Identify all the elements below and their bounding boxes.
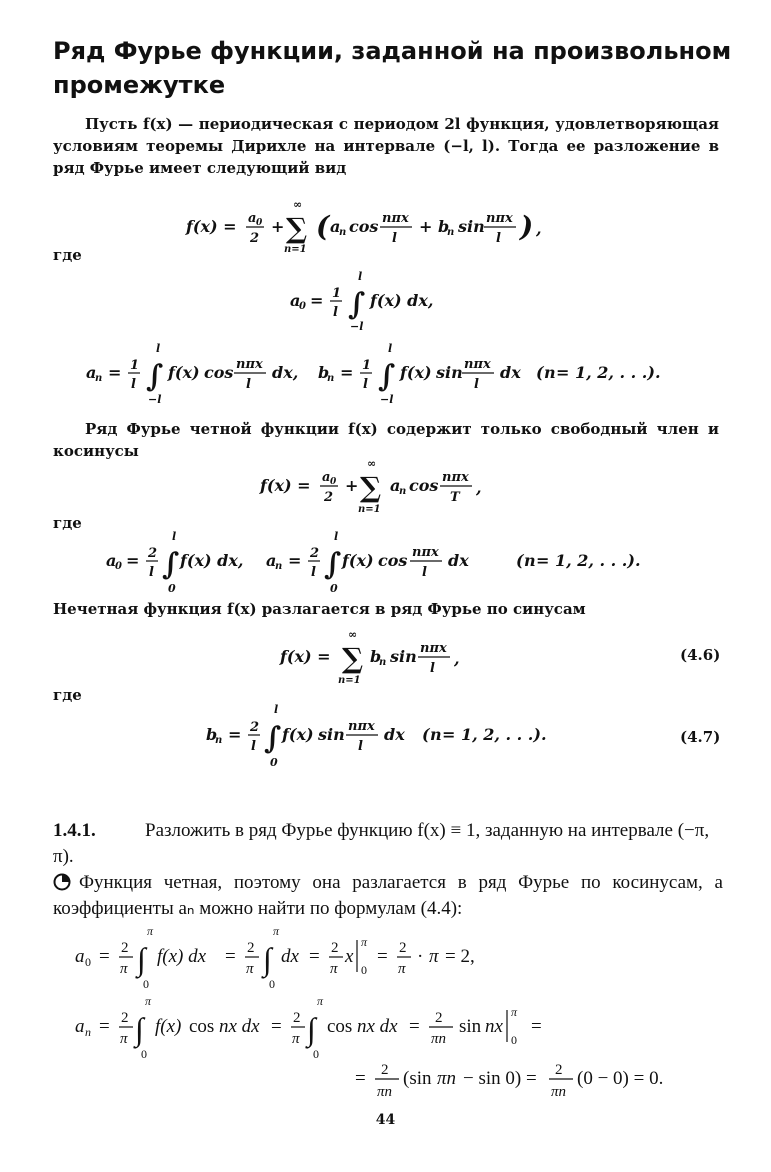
svg-text:∫: ∫	[146, 359, 164, 394]
formula-series-graphic	[176, 196, 596, 256]
svg-text:2: 2	[293, 1010, 301, 1026]
svg-text:∞: ∞	[367, 457, 377, 470]
svg-text:f(x): f(x)	[342, 551, 374, 570]
svg-text:l: l	[430, 661, 435, 676]
svg-text:(: (	[316, 210, 330, 243]
svg-text:l: l	[474, 377, 479, 392]
section-title: Ряд Фурье функции, заданной на произвольном промежутке	[53, 37, 732, 99]
svg-text:πn: πn	[377, 1084, 393, 1100]
where-label-1: где	[53, 246, 82, 264]
svg-text:0: 0	[330, 582, 338, 595]
where-label-2: где	[53, 514, 82, 532]
formula-even-series	[53, 455, 719, 517]
svg-text:π: π	[429, 946, 439, 967]
svg-text:l: l	[358, 739, 363, 754]
solution-an-continuation	[355, 1052, 725, 1113]
svg-text:−l: −l	[380, 393, 394, 406]
svg-text:2: 2	[121, 940, 129, 956]
svg-text:T: T	[450, 490, 460, 505]
svg-text:2: 2	[555, 1062, 563, 1078]
svg-text:0: 0	[141, 1047, 147, 1061]
svg-text:n=1: n=1	[358, 504, 381, 515]
svg-text:2: 2	[435, 1010, 443, 1026]
svg-text:+: +	[419, 217, 433, 236]
svg-text:2: 2	[148, 546, 158, 561]
svg-text:0: 0	[143, 977, 149, 991]
svg-text:f(x) dx,: f(x) dx,	[180, 551, 244, 570]
svg-text:π: π	[145, 994, 152, 1008]
formula-even-coef-graphic	[106, 530, 666, 596]
svg-text:(: (	[422, 725, 430, 744]
svg-text:=: =	[531, 1016, 542, 1037]
svg-text:= 1, 2, . . .).: = 1, 2, . . .).	[442, 725, 547, 744]
svg-text:0: 0	[270, 756, 278, 769]
svg-text:l: l	[363, 377, 368, 392]
svg-text:,: ,	[454, 649, 460, 668]
svg-text:nπx: nπx	[464, 357, 491, 372]
formula-odd-series-graphic	[276, 626, 496, 688]
svg-text:=: =	[228, 725, 242, 744]
svg-text:n: n	[327, 373, 335, 384]
svg-text:l: l	[334, 530, 339, 543]
svg-text:=: =	[271, 1016, 282, 1037]
svg-text:2: 2	[324, 490, 334, 505]
svg-text:b: b	[318, 363, 330, 382]
formula-a0	[53, 268, 719, 334]
svg-text:l: l	[422, 565, 427, 580]
svg-text:(: (	[516, 551, 524, 570]
svg-text:− sin 0) =: − sin 0) =	[463, 1068, 537, 1089]
svg-text:2: 2	[331, 940, 339, 956]
svg-text:f(x) =: f(x) =	[280, 647, 331, 666]
svg-text:nπx: nπx	[420, 641, 447, 656]
svg-text:l: l	[156, 342, 161, 355]
solution-a0-graphic	[75, 924, 555, 992]
svg-text:nπx: nπx	[486, 211, 513, 226]
svg-text:0: 0	[361, 963, 367, 977]
svg-text:f(x) dx: f(x) dx	[157, 946, 207, 967]
svg-text:,: ,	[536, 219, 542, 238]
eq-number-4-7: (4.7)	[680, 728, 721, 746]
svg-text:=: =	[340, 363, 354, 382]
svg-text:−l: −l	[350, 320, 364, 333]
svg-text:=: =	[409, 1016, 420, 1037]
svg-text:π: π	[120, 1031, 128, 1047]
svg-text:n: n	[399, 486, 407, 497]
formula-even-coef	[53, 530, 719, 596]
svg-text:∫: ∫	[307, 1011, 316, 1047]
svg-text:0: 0	[299, 301, 306, 312]
svg-text:n: n	[215, 735, 223, 746]
svg-text:π: π	[273, 924, 280, 938]
svg-text:b: b	[438, 217, 450, 236]
solution-block	[53, 870, 723, 922]
svg-text:∑: ∑	[286, 212, 308, 245]
formula-even-series-graphic	[256, 455, 516, 517]
svg-text:l: l	[149, 565, 154, 580]
svg-text:,: ,	[476, 478, 482, 497]
svg-text:2: 2	[399, 940, 407, 956]
where-label-3: где	[53, 686, 82, 704]
svg-text:π: π	[511, 1005, 518, 1019]
svg-text:x: x	[345, 946, 354, 967]
svg-text:sin: sin	[459, 1016, 482, 1037]
svg-text:a: a	[390, 476, 401, 495]
svg-text:sin: sin	[436, 363, 463, 382]
svg-text:n: n	[339, 227, 347, 238]
page-number: 44	[375, 1112, 396, 1128]
svg-text:l: l	[311, 565, 316, 580]
svg-text:n: n	[544, 363, 556, 382]
svg-text:∑: ∑	[342, 642, 364, 675]
svg-text:nπx: nπx	[382, 211, 409, 226]
svg-text:πn: πn	[431, 1031, 447, 1047]
svg-text:l: l	[392, 231, 397, 246]
svg-text:0: 0	[511, 1033, 517, 1047]
svg-text:a: a	[266, 551, 277, 570]
svg-text:=: =	[99, 1016, 110, 1037]
svg-text:−l: −l	[148, 393, 162, 406]
problem-block	[53, 818, 723, 870]
svg-text:n: n	[85, 1025, 91, 1039]
svg-text:nx dx: nx dx	[219, 1016, 260, 1037]
svg-text:n: n	[379, 657, 387, 668]
svg-text:f(x): f(x)	[282, 725, 314, 744]
svg-text:a: a	[330, 217, 341, 236]
svg-text:a: a	[322, 470, 331, 485]
svg-text:=: =	[99, 946, 110, 967]
svg-text:π: π	[147, 924, 154, 938]
svg-text:2: 2	[310, 546, 320, 561]
svg-text:l: l	[251, 739, 256, 754]
svg-text:0: 0	[115, 561, 122, 572]
svg-text:a: a	[75, 946, 85, 967]
svg-text:+: +	[271, 217, 285, 236]
svg-text:): )	[520, 210, 534, 243]
svg-text:l: l	[131, 377, 136, 392]
problem-number: 1.4.1.	[53, 820, 96, 841]
svg-text:∞: ∞	[293, 198, 303, 211]
svg-text:π: π	[330, 961, 338, 977]
svg-text:0: 0	[313, 1047, 319, 1061]
svg-text:=: =	[377, 946, 388, 967]
svg-text:l: l	[358, 270, 363, 283]
svg-text:2: 2	[121, 1010, 129, 1026]
svg-text:dx,: dx,	[272, 363, 299, 382]
svg-text:f(x): f(x)	[155, 1016, 182, 1037]
svg-text:1: 1	[130, 358, 140, 373]
svg-text:(sin: (sin	[403, 1068, 432, 1089]
svg-text:=: =	[108, 363, 122, 382]
solution-an-cont-graphic	[355, 1052, 725, 1108]
svg-text:b: b	[370, 647, 382, 666]
svg-text:nπx: nπx	[442, 470, 469, 485]
svg-text:= 2,: = 2,	[445, 946, 475, 967]
svg-text:∑: ∑	[360, 471, 382, 504]
svg-text:∫: ∫	[348, 287, 366, 322]
svg-text:1: 1	[332, 286, 342, 301]
svg-text:n: n	[95, 373, 103, 384]
problem-text: Разложить в ряд Фурье функцию f(x) ≡ 1, заданную на интервале (−π, π).	[53, 820, 710, 867]
svg-text:a: a	[106, 551, 117, 570]
svg-text:f(x) =: f(x) =	[260, 476, 311, 495]
svg-text:2: 2	[250, 720, 260, 735]
svg-text:l: l	[246, 377, 251, 392]
svg-text:0: 0	[330, 477, 337, 487]
even-paragraph: Ряд Фурье четной функции f(x) содержит только свободный член и косинусы	[53, 420, 719, 460]
svg-text:(: (	[536, 363, 544, 382]
svg-text:∫: ∫	[264, 721, 282, 756]
svg-text:0: 0	[256, 218, 263, 228]
svg-text:dx: dx	[500, 363, 521, 382]
svg-text:sin: sin	[458, 217, 485, 236]
svg-text:·: ·	[417, 946, 424, 967]
svg-text:∫: ∫	[135, 1011, 144, 1047]
svg-text:n: n	[447, 227, 455, 238]
svg-text:cos: cos	[204, 363, 234, 382]
svg-text:=: =	[225, 946, 236, 967]
svg-text:∫: ∫	[162, 547, 180, 582]
formula-series	[53, 196, 719, 256]
svg-text:f(x): f(x)	[400, 363, 432, 382]
svg-text:cos: cos	[327, 1016, 353, 1037]
svg-text:l: l	[388, 342, 393, 355]
svg-text:sin: sin	[318, 725, 345, 744]
svg-text:l: l	[172, 530, 177, 543]
svg-text:+: +	[345, 476, 359, 495]
svg-text:π: π	[317, 994, 324, 1008]
svg-text:a: a	[248, 211, 257, 226]
formula-an-bn-graphic	[86, 340, 686, 408]
svg-text:=: =	[309, 946, 320, 967]
intro-paragraph: Пусть f(x) — периодическая с периодом 2l функция, удовлетворяющая условиям теоремы Дирихле на интервале (−l, l). Тогда ее разложение в ряд Фурье имеет следующий вид	[53, 115, 719, 177]
svg-text:0: 0	[168, 582, 176, 595]
svg-text:cos: cos	[378, 551, 408, 570]
svg-text:(0 − 0) = 0.: (0 − 0) = 0.	[577, 1068, 664, 1089]
svg-text:π: π	[120, 961, 128, 977]
svg-text:= 1, 2, . . .).: = 1, 2, . . .).	[556, 363, 661, 382]
svg-text:a: a	[75, 1016, 85, 1037]
svg-text:dx: dx	[384, 725, 405, 744]
solution-text: Функция четная, поэтому она разлагается в ряд Фурье по косинусам, а коэффициенты aₙ можно найти по формулам (4.4):	[53, 872, 723, 919]
svg-text:2: 2	[250, 231, 260, 246]
svg-text:cos: cos	[349, 217, 379, 236]
svg-text:=: =	[126, 551, 140, 570]
svg-text:∫: ∫	[378, 359, 396, 394]
odd-paragraph: Нечетная функция f(x) разлагается в ряд Фурье по синусам	[53, 600, 586, 618]
svg-text:nx dx: nx dx	[357, 1016, 398, 1037]
svg-text:n: n	[275, 561, 283, 572]
svg-text:l: l	[496, 231, 501, 246]
svg-text:dx: dx	[281, 946, 299, 967]
formula-an-bn	[53, 340, 719, 408]
svg-text:f(x): f(x)	[168, 363, 200, 382]
solution-start-icon	[53, 873, 71, 891]
svg-text:π: π	[246, 961, 254, 977]
svg-text:1: 1	[362, 358, 372, 373]
svg-text:= 1, 2, . . .).: = 1, 2, . . .).	[536, 551, 641, 570]
svg-text:=: =	[310, 291, 324, 310]
svg-text:cos: cos	[189, 1016, 215, 1037]
svg-text:n=1: n=1	[284, 244, 307, 255]
svg-text:dx: dx	[448, 551, 469, 570]
svg-text:πn: πn	[551, 1084, 567, 1100]
svg-text:π: π	[292, 1031, 300, 1047]
svg-text:a: a	[290, 291, 301, 310]
svg-text:π: π	[361, 935, 368, 949]
formula-odd-coef	[53, 700, 719, 770]
svg-text:nπx: nπx	[348, 719, 375, 734]
svg-text:a: a	[86, 363, 97, 382]
svg-text:l: l	[333, 305, 338, 320]
svg-text:∫: ∫	[263, 941, 272, 977]
svg-text:∞: ∞	[348, 628, 358, 641]
svg-text:l: l	[274, 703, 279, 716]
svg-text:n: n	[524, 551, 536, 570]
formula-a0-graphic	[286, 268, 486, 334]
svg-text:2: 2	[381, 1062, 389, 1078]
svg-text:2: 2	[247, 940, 255, 956]
formula-odd-coef-graphic	[206, 700, 566, 770]
svg-text:nπx: nπx	[236, 357, 263, 372]
svg-text:0: 0	[85, 955, 91, 969]
svg-text:=: =	[288, 551, 302, 570]
svg-text:0: 0	[269, 977, 275, 991]
eq-number-4-6: (4.6)	[680, 646, 721, 664]
svg-text:n: n	[430, 725, 442, 744]
svg-text:sin: sin	[390, 647, 417, 666]
svg-text:=: =	[355, 1068, 366, 1089]
svg-text:b: b	[206, 725, 218, 744]
svg-text:π: π	[398, 961, 406, 977]
svg-text:∫: ∫	[324, 547, 342, 582]
svg-text:n=1: n=1	[338, 675, 361, 686]
svg-text:∫: ∫	[137, 941, 146, 977]
svg-text:f(x) =: f(x) =	[186, 217, 237, 236]
svg-text:nx: nx	[485, 1016, 503, 1037]
svg-text:f(x) dx,: f(x) dx,	[370, 291, 434, 310]
svg-text:πn: πn	[437, 1068, 457, 1089]
svg-text:nπx: nπx	[412, 545, 439, 560]
svg-text:cos: cos	[409, 476, 439, 495]
solution-a0-formula	[75, 924, 555, 997]
formula-odd-series	[53, 626, 719, 688]
